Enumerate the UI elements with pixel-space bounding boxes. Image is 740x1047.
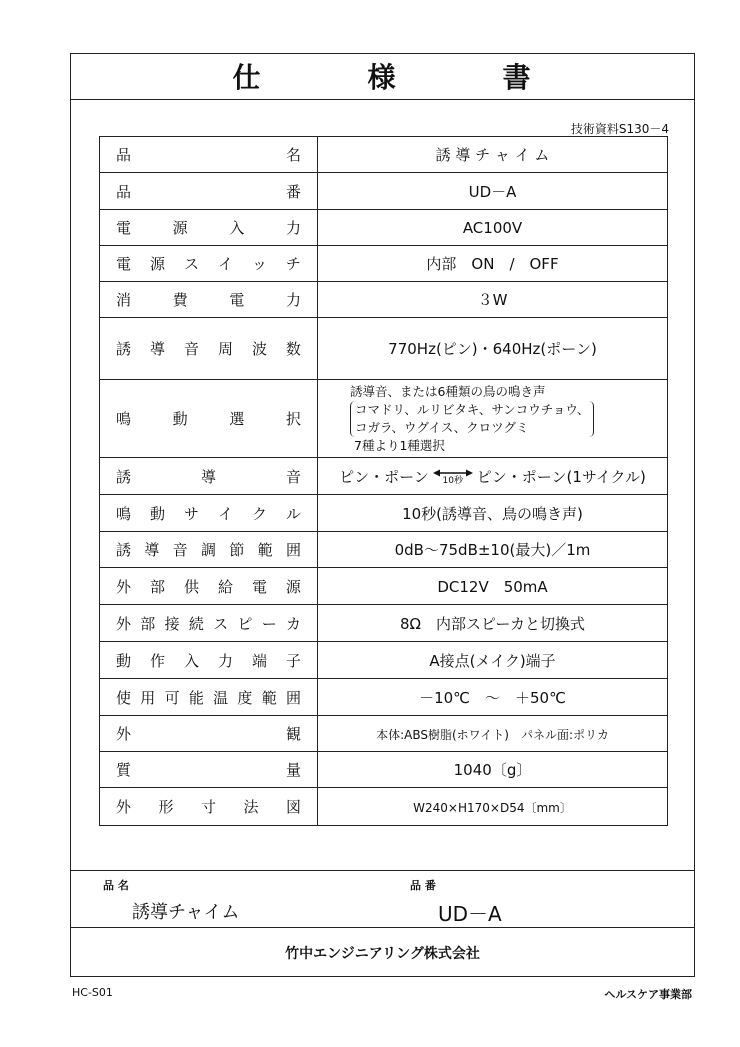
spec-label-cell [100,458,318,495]
spec-value-cell [318,605,668,642]
spec-value: 10秒(誘導音、鳥の鳴き声) [402,504,583,523]
spec-label-char: サ [183,504,199,523]
spec-label [116,576,301,597]
spec-label-char: 品 [116,182,132,201]
spec-label-char: 部 [140,614,156,633]
spec-row [100,532,668,568]
spec-value-cell [318,532,668,568]
spec-label [116,503,301,524]
spec-label-char: ル [285,504,301,523]
spec-label-cell [100,282,318,318]
spec-label-char: 導 [144,541,160,559]
spec-label-cell [100,380,318,458]
spec-label-char: ー [261,614,277,633]
company-band [70,927,695,977]
spec-label-char: ピ [237,614,253,633]
spec-label-char: 鳴 [116,410,132,428]
spec-label [116,217,301,238]
spec-label-char: 図 [285,798,301,816]
spec-label-char: 度 [237,688,253,707]
spec-label-char: 観 [285,725,301,743]
spec-label-char: 音 [183,340,199,358]
doc-reference: 技術資料S130－4 [570,122,669,136]
spec-row [100,605,668,642]
spec-label-char: ッ [251,255,267,273]
spec-label-cell [100,532,318,568]
spec-label-char: 外 [116,577,132,596]
spec-value-cell [318,380,668,458]
spec-label-char: 電 [116,255,132,273]
spec-row [100,246,668,282]
spec-label-char: 周 [217,340,233,358]
form-code: HC-S01 [72,986,113,999]
spec-label-cell [100,318,318,380]
spec-label-char: ク [251,504,267,523]
spec-label-char: ス [213,614,229,633]
spec-label-char: 給 [217,577,233,596]
spec-label-char: 品 [116,146,132,164]
spec-label-char: 力 [217,651,233,670]
spec-label-char: 使 [116,688,132,707]
spec-row [100,210,668,246]
selection-line-3: コガラ、ウグイス、クロツグミ [355,419,529,435]
spec-row [100,380,668,458]
spec-label-char: 範 [261,688,277,707]
spec-label [116,289,301,310]
spec-label [116,723,301,744]
spec-value-cell [318,282,668,318]
spec-label-char: 囲 [285,541,301,559]
spec-value-cell [318,458,668,495]
spec-row [100,716,668,752]
spec-label [116,253,301,274]
spec-label-char: 節 [229,541,245,559]
spec-label-char: 鳴 [116,504,132,523]
spec-value: W240×H170×D54〔mm〕 [413,800,572,815]
spec-label-char: 導 [149,340,165,358]
spec-label-char: 調 [200,541,216,559]
spec-value-cell [318,173,668,210]
spec-label-char: 誘 [116,541,132,559]
spec-value-cell [318,495,668,532]
spec-label-char: 択 [285,410,301,428]
spec-value: 8Ω 内部スピーカと切換式 [399,614,586,633]
spec-label-char: 力 [285,291,301,309]
spec-label-cell [100,605,318,642]
spec-label-char: 動 [172,410,188,428]
guide-tone-right: ピン・ポーン(1サイクル) [476,467,646,486]
spec-value: UD－A [468,182,517,201]
spec-label-char: 誘 [116,340,132,358]
spec-label-cell [100,173,318,210]
spec-label-char: 可 [164,688,180,707]
spec-label-char: 電 [116,219,132,237]
spec-label-char: 続 [188,614,204,633]
spec-label [116,796,301,817]
spec-label-char: 形 [158,798,174,816]
company-name: 竹中エンジニアリング株式会社 [285,945,480,962]
spec-label [116,539,301,560]
spec-value: 誘 導 チ ャ イ ム [435,146,550,164]
spec-label-char: 温 [213,688,229,707]
title-char-1: 仕 [232,61,263,94]
spec-row [100,173,668,210]
spec-table [99,136,668,826]
spec-label-cell [100,642,318,679]
spec-label-char: 誘 [116,467,132,486]
spec-label [116,338,301,359]
spec-label-char: 波 [251,340,267,358]
spec-label-char: 能 [188,688,204,707]
spec-label-char: 導 [200,467,216,486]
spec-label-char: 供 [183,577,199,596]
spec-label-char: 入 [183,651,199,670]
spec-value: 770Hz(ピン)・640Hz(ポーン) [388,340,597,358]
spec-row [100,788,668,826]
spec-label [116,687,301,708]
spec-label-char: イ [217,255,233,273]
selection-line-4: 7種より1種選択 [354,437,445,453]
spec-label-char: 接 [164,614,180,633]
spec-label-cell [100,679,318,716]
spec-label-char: 寸 [200,798,216,816]
product-number-value: UD－A [438,902,502,926]
spec-label-char: チ [285,255,301,273]
spec-value: 1040〔g〕 [453,761,532,779]
spec-label-char: 数 [285,340,301,358]
product-name-label: 品 名 [103,879,129,892]
spec-value: 0dB～75dB±10(最大)／1m [394,541,591,559]
interval-arrow [433,468,473,486]
spec-label-char: 外 [116,725,132,743]
spec-row [100,568,668,605]
spec-row [100,495,668,532]
spec-label-char: 選 [229,410,245,428]
spec-label-char: 外 [116,798,132,816]
spec-label [116,408,301,429]
spec-value: 本体:ABS樹脂(ホワイト) パネル面:ポリカ [376,727,609,742]
spec-row [100,458,668,495]
spec-row [100,679,668,716]
spec-label-char: 音 [172,541,188,559]
spec-value-cell [318,788,668,826]
spec-label-char: 部 [149,577,165,596]
department-name: ヘルスケア事業部 [604,988,692,1001]
spec-label-char: 費 [172,291,188,309]
spec-value: DC12V 50mA [437,577,548,596]
spec-label-char: 源 [172,219,188,237]
spec-label-cell [100,752,318,788]
spec-label-cell [100,568,318,605]
spec-label-cell [100,137,318,173]
bird-list [350,401,594,437]
product-summary-section [70,870,695,871]
spec-label-char: 動 [116,651,132,670]
product-number-label: 品 番 [410,879,436,892]
spec-value-cell [318,210,668,246]
spec-row [100,137,668,173]
spec-label-char: 音 [285,467,301,486]
spec-label-char: カ [285,614,301,633]
selection-options [350,381,667,457]
spec-row [100,282,668,318]
spec-value-cell [318,137,668,173]
spec-label-cell [100,246,318,282]
spec-label [116,466,301,487]
spec-value: ３W [477,291,508,309]
spec-label-cell [100,716,318,752]
spec-value-cell [318,568,668,605]
title-band [70,53,695,100]
spec-label-char: 源 [149,255,165,273]
spec-label-char: 電 [229,291,245,309]
spec-label-char: 電 [251,577,267,596]
spec-label-char: 消 [116,291,132,309]
spec-label-char: 量 [285,761,301,779]
spec-label-char: 力 [285,219,301,237]
spec-label [116,613,301,634]
spec-label [116,181,301,202]
spec-label-char: 番 [285,182,301,201]
spec-label-char: イ [217,504,233,523]
spec-label [116,144,301,165]
spec-value-cell [318,318,668,380]
spec-row [100,318,668,380]
spec-value-cell [318,679,668,716]
spec-value-cell [318,246,668,282]
product-name-value: 誘導チャイム [132,902,240,923]
spec-label-char: 入 [229,219,245,237]
spec-value: AC100V [462,218,523,237]
spec-value: 内部 ON / OFF [426,255,559,273]
title-char-3: 書 [502,61,533,94]
spec-label-cell [100,495,318,532]
spec-label-char: 動 [149,504,165,523]
spec-label-char: 子 [285,651,301,670]
spec-row [100,642,668,679]
spec-label-char: 作 [149,651,165,670]
spec-label-char: 外 [116,614,132,633]
spec-value-cell [318,642,668,679]
spec-value-cell [318,716,668,752]
spec-label-char: 質 [116,761,132,779]
spec-label-char: 源 [285,577,301,596]
spec-label-cell [100,788,318,826]
spec-label-cell [100,210,318,246]
spec-label [116,759,301,780]
spec-label-char: 法 [243,798,259,816]
guide-tone-left: ピン・ポーン [339,467,429,486]
spec-label-char: 端 [251,651,267,670]
spec-label-char: 範 [257,541,273,559]
spec-label [116,650,301,671]
spec-label-char: 名 [285,146,301,164]
spec-label-char: ス [183,255,199,273]
spec-value: －10℃ ～ ＋50℃ [419,688,566,707]
spec-label-char: 囲 [285,688,301,707]
spec-value-cell [318,752,668,788]
selection-line-2: コマドリ、ルリビタキ、サンコウチョウ、 [355,401,590,417]
spec-row [100,752,668,788]
title-char-2: 様 [367,61,398,94]
selection-line-1: 誘導音、または6種類の鳥の鳴き声 [350,383,546,399]
spec-label-char: 用 [140,688,156,707]
interval-label: 10秒 [442,476,463,486]
spec-value: A接点(メイク)端子 [429,651,556,670]
